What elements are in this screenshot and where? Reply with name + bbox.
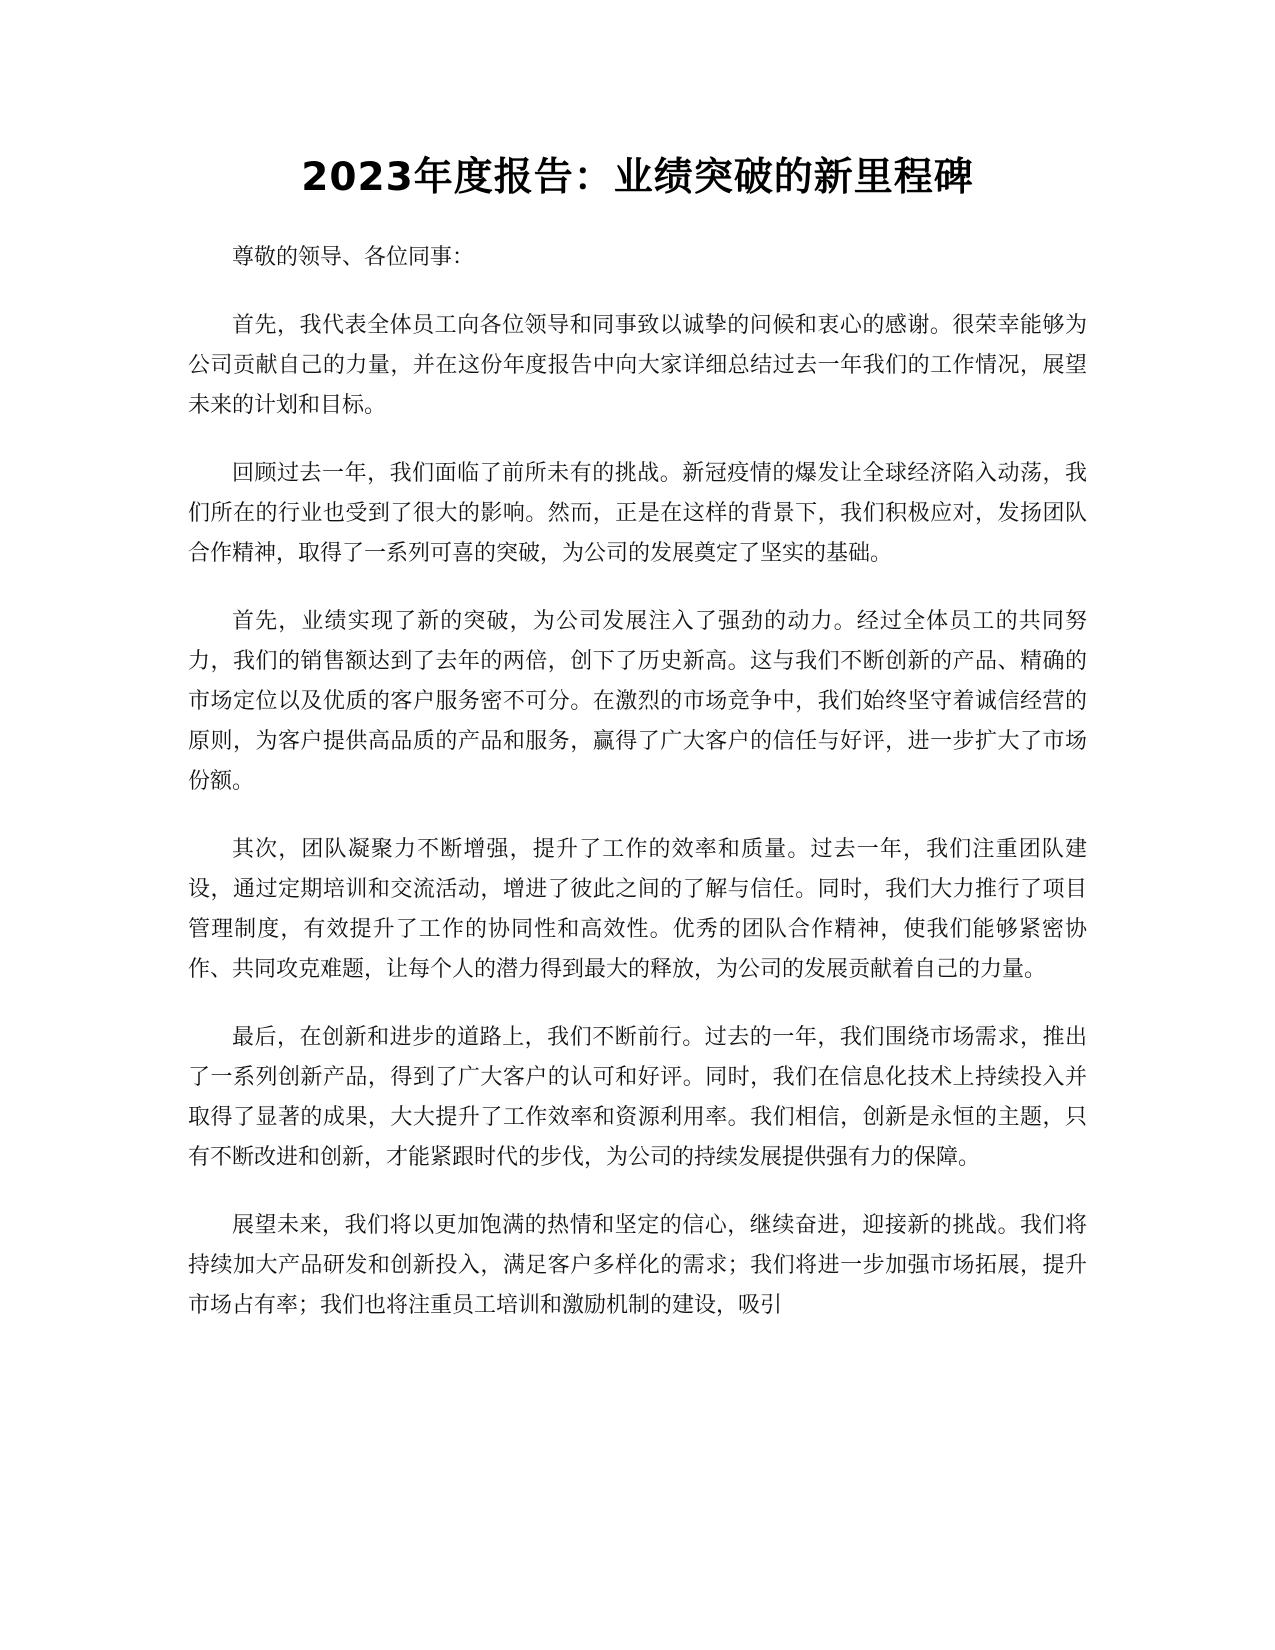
paragraph-1: 首先，我代表全体员工向各位领导和同事致以诚挚的问候和衷心的感谢。很荣幸能够为公司贡献自己的力量，并在这份年度报告中向大家详细总结过去一年我们的工作情况，展望未来的计划和目标。 xyxy=(188,313,1087,418)
paragraph-4: 其次，团队凝聚力不断增强，提升了工作的效率和质量。过去一年，我们注重团队建设，通过定期培训和交流活动，增进了彼此之间的了解与信任。同时，我们大力推行了项目管理制度，有效提升了工作的协同性和高效性。优秀的团队合作精神，使我们能够紧密协作、共同攻克难题，让每个人的潜力得到最大的释放，为公司的发展贡献着自己的力量。 xyxy=(188,837,1087,982)
salutation: 尊敬的领导、各位同事： xyxy=(232,245,475,270)
paragraph-6: 展望未来，我们将以更加饱满的热情和坚定的信心，继续奋进，迎接新的挑战。我们将持续加大产品研发和创新投入，满足客户多样化的需求；我们将进一步加强市场拓展，提升市场占有率；我们也将注重员工培训和激励机制的建设，吸引 xyxy=(188,1213,1087,1318)
paragraph-2: 回顾过去一年，我们面临了前所未有的挑战。新冠疫情的爆发让全球经济陷入动荡，我们所在的行业也受到了很大的影响。然而，正是在这样的背景下，我们积极应对，发扬团队合作精神，取得了一系列可喜的突破，为公司的发展奠定了坚实的基础。 xyxy=(188,461,1087,566)
document-title: 2023年度报告：业绩突破的新里程碑 xyxy=(301,155,974,200)
paragraph-5: 最后，在创新和进步的道路上，我们不断前行。过去的一年，我们围绕市场需求，推出了一系列创新产品，得到了广大客户的认可和好评。同时，我们在信息化技术上持续投入并取得了显著的成果，大大提升了工作效率和资源利用率。我们相信，创新是永恒的主题，只有不断改进和创新，才能紧跟时代的步伐，为公司的持续发展提供强有力的保障。 xyxy=(188,1025,1087,1170)
document-body xyxy=(188,238,1087,1354)
paragraph-3: 首先，业绩实现了新的突破，为公司发展注入了强劲的动力。经过全体员工的共同努力，我们的销售额达到了去年的两倍，创下了历史新高。这与我们不断创新的产品、精确的市场定位以及优质的客户服务密不可分。在激烈的市场竞争中，我们始终坚守着诚信经营的原则，为客户提供高品质的产品和服务，赢得了广大客户的信任与好评，进一步扩大了市场份额。 xyxy=(188,609,1087,794)
